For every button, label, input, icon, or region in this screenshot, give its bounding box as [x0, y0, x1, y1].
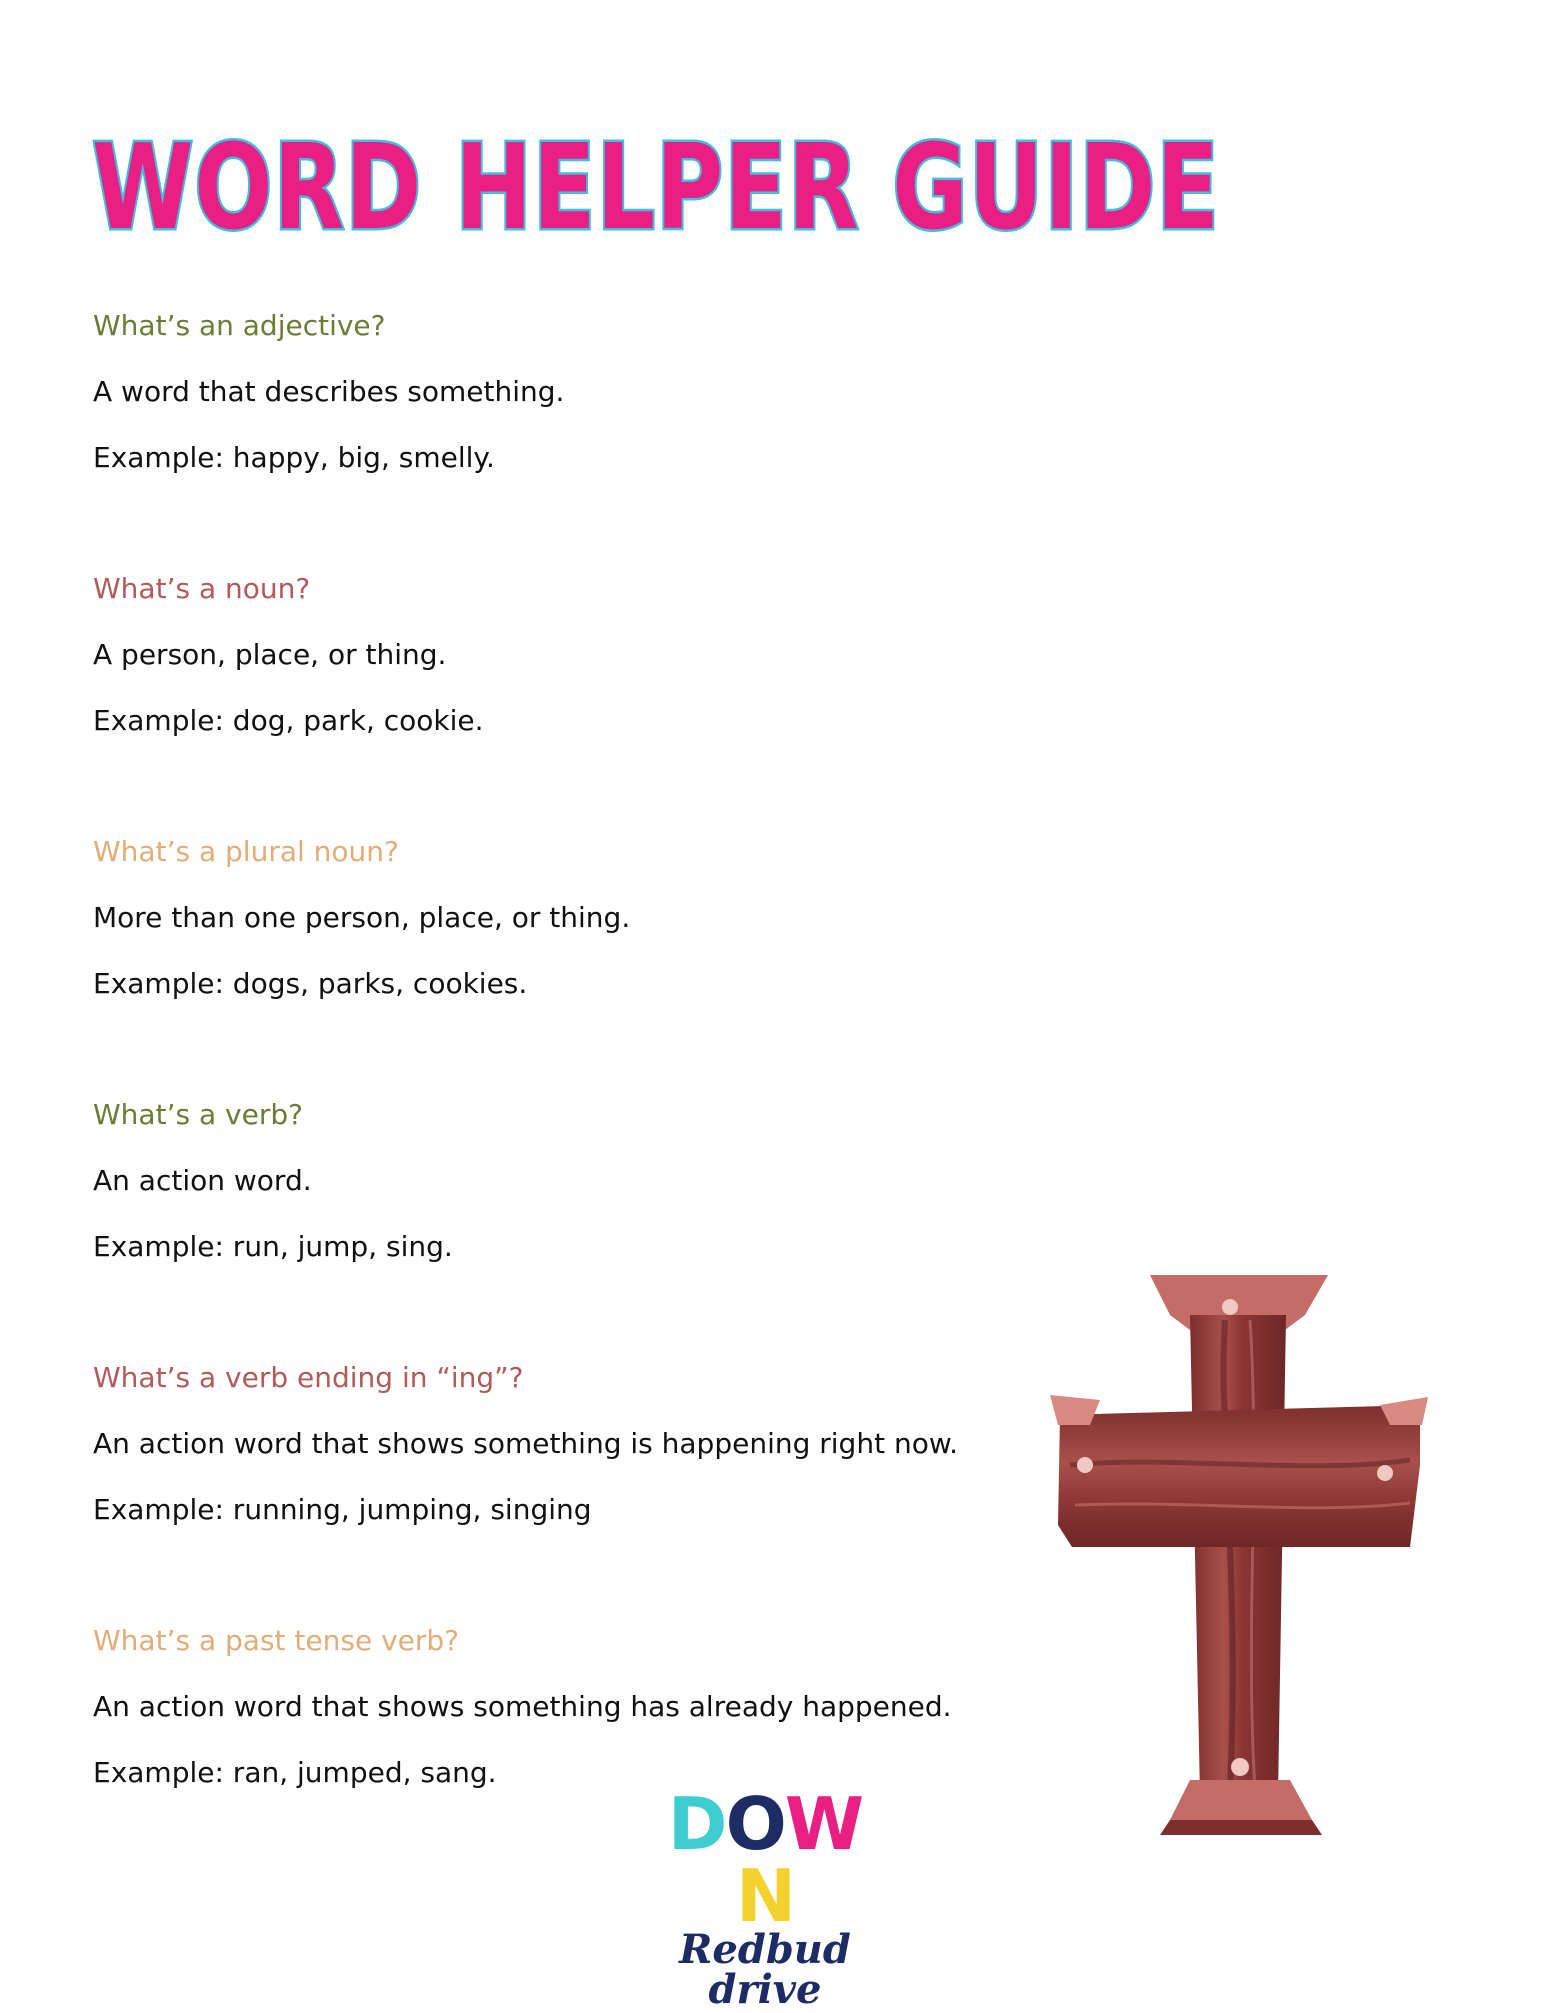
- definition-text: A word that describes something.: [93, 375, 565, 408]
- question-heading: What’s a noun?: [93, 572, 311, 605]
- example-text: Example: running, jumping, singing: [93, 1493, 592, 1526]
- example-text: Example: happy, big, smelly.: [93, 441, 495, 474]
- definition-text: An action word that shows something has already happened.: [93, 1690, 952, 1723]
- definition-text: A person, place, or thing.: [93, 638, 447, 671]
- logo-top-word: [645, 1782, 885, 1938]
- question-heading: What’s an adjective?: [93, 309, 386, 342]
- section-past-tense-verb: [93, 1623, 993, 1793]
- logo-letter-o: O: [725, 1782, 785, 1866]
- example-text: Example: run, jump, sing.: [93, 1230, 453, 1263]
- question-heading: What’s a verb ending in “ing”?: [93, 1361, 524, 1394]
- question-heading: What’s a verb?: [93, 1098, 303, 1131]
- definition-text: An action word.: [93, 1164, 312, 1197]
- page-title: WORD HELPER GUIDE: [92, 118, 1220, 256]
- logo-letter-w: W: [784, 1782, 863, 1866]
- example-text: Example: ran, jumped, sang.: [93, 1756, 497, 1789]
- definition-text: An action word that shows something is happening right now.: [93, 1427, 959, 1460]
- section-noun: [93, 571, 993, 741]
- section-verb-ing: [93, 1360, 993, 1530]
- section-plural-noun: [93, 834, 993, 1004]
- question-heading: What’s a plural noun?: [93, 835, 399, 868]
- down-redbud-drive-logo: [645, 1782, 885, 2013]
- example-text: Example: dog, park, cookie.: [93, 704, 484, 737]
- logo-letter-d: D: [667, 1782, 726, 1866]
- definition-text: More than one person, place, or thing.: [93, 901, 631, 934]
- section-adjective: [93, 308, 993, 478]
- logo-bottom-text: Redbud drive: [679, 1926, 851, 2013]
- section-verb: [93, 1097, 993, 1267]
- example-text: Example: dogs, parks, cookies.: [93, 967, 528, 1000]
- wooden-cross-icon: [1050, 1275, 1440, 1835]
- logo-letter-n: N: [735, 1854, 795, 1938]
- question-heading: What’s a past tense verb?: [93, 1624, 460, 1657]
